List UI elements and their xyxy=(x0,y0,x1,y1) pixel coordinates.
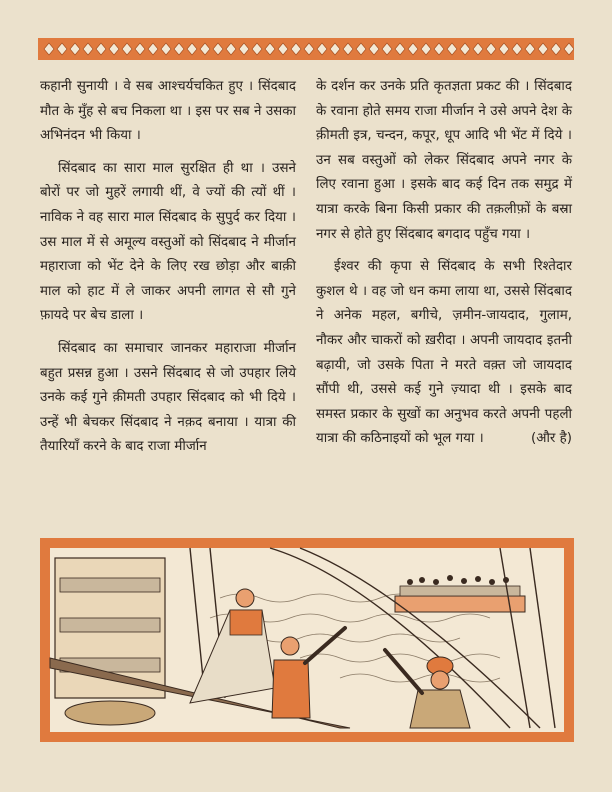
decorative-border xyxy=(38,38,574,60)
paragraph: के दर्शन कर उनके प्रति कृतज्ञता प्रकट की । सिंदबाद के रवाना होते समय राजा मीर्जान ने उसे अपने देश के क़ीमती इत्र, चन्दन, कपूर, धूप आदि भी भेंट में दिये । उन सब वस्तुओं को लेकर सिंदबाद अपने नगर के लिए रवाना हुआ । इसके बाद कई दिन तक समुद्र में यात्रा करके बिना किसी प्रकार की तक़लीफ़ों के बस्रा नगर से होते हुए सिंदबाद बगदाद पहुँच गया । xyxy=(316,79,572,242)
paragraph-text: ईश्वर की कृपा से सिंदबाद के सभी रिश्तेदार कुशल थे । वह जो धन कमा लाया था, उससे सिंदबाद ने अनेक महल, बगीचे, ज़मीन-जायदाद, गुलाम, नौकर और चाकरों को ख़रीदा । अपनी जायदाद इतनी बढ़ायी, जो उसके पिता ने मरते वक़्त जो जायदाद सौंपी थी, उससे कई गुने ज़्यादा थी । इसके बाद समस्त प्रकार के सुखों का अनुभव करते अपनी पहली यात्रा की कठिनाइयों को भूल गया । xyxy=(316,259,572,447)
paragraph: सिंदबाद का समाचार जानकर महाराजा मीर्जान बहुत प्रसन्न हुआ । उसने सिंदबाद से जो उपहार लिये उनके कई गुने क़ीमती उपहार सिंदबाद को भी दिये । उन्हें भी बेचकर सिंदबाद ने नक़द बनाया । यात्रा की तैयारियाँ करने के बाद राजा मीर्जान xyxy=(40,340,296,455)
right-text-column xyxy=(316,75,572,452)
paragraph: कहानी सुनायी । वे सब आश्चर्यचकित हुए । सिंदबाद मौत के मुँह से बच निकला था । इस पर सब ने उसका अभिनंदन भी किया । xyxy=(40,79,296,144)
ship-deck-illustration xyxy=(40,538,574,742)
paragraph xyxy=(316,255,572,452)
continued-marker: (और है) xyxy=(531,431,572,447)
coiled-rope xyxy=(65,701,155,725)
left-text-column xyxy=(40,75,296,460)
paragraph: सिंदबाद का सारा माल सुरक्षित ही था । उसने बोरों पर जो मुहरें लगायी थीं, वे ज्यों की त्यों थीं । नाविक ने वह सारा माल सिंदबाद के सुपुर्द कर दिया । उस माल में से अमूल्य वस्तुओं को सिंदबाद ने मीर्जान महाराजा को भेंट देने के लिए रख छोड़ा और बाक़ी माल को हाट में ले जाकर अपनी लागत से सौ गुने फ़ायदे पर बेच डाला । xyxy=(40,160,296,324)
